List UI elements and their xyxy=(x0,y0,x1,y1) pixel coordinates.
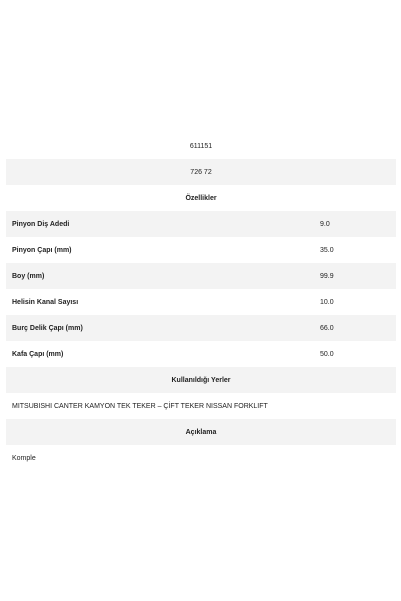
feature-row xyxy=(6,289,396,315)
usage-row xyxy=(6,393,396,419)
description-header: Açıklama xyxy=(6,419,396,445)
code-row xyxy=(6,133,396,159)
feature-label: Pinyon Çapı (mm) xyxy=(6,237,316,263)
feature-row xyxy=(6,211,396,237)
feature-label: Pinyon Diş Adedi xyxy=(6,211,316,237)
feature-label: Burç Delik Çapı (mm) xyxy=(6,315,316,341)
spec-table xyxy=(6,133,396,471)
feature-row xyxy=(6,237,396,263)
features-header-row xyxy=(6,185,396,211)
usage-header-row xyxy=(6,367,396,393)
feature-label: Helisin Kanal Sayısı xyxy=(6,289,316,315)
feature-value: 99.9 xyxy=(316,263,396,289)
code-value: 726 72 xyxy=(6,159,396,185)
feature-label: Kafa Çapı (mm) xyxy=(6,341,316,367)
feature-value: 66.0 xyxy=(316,315,396,341)
feature-value: 10.0 xyxy=(316,289,396,315)
feature-row xyxy=(6,341,396,367)
code-value: 611151 xyxy=(6,133,396,159)
feature-row xyxy=(6,263,396,289)
feature-label: Boy (mm) xyxy=(6,263,316,289)
description-row xyxy=(6,445,396,471)
description-header-row xyxy=(6,419,396,445)
usage-text: MITSUBISHI CANTER KAMYON TEK TEKER – ÇİFT TEKER NISSAN FORKLIFT xyxy=(6,393,396,419)
description-text: Komple xyxy=(6,445,396,471)
feature-value: 35.0 xyxy=(316,237,396,263)
usage-header: Kullanıldığı Yerler xyxy=(6,367,396,393)
feature-value: 9.0 xyxy=(316,211,396,237)
code-row xyxy=(6,159,396,185)
features-header: Özellikler xyxy=(6,185,396,211)
feature-value: 50.0 xyxy=(316,341,396,367)
feature-row xyxy=(6,315,396,341)
